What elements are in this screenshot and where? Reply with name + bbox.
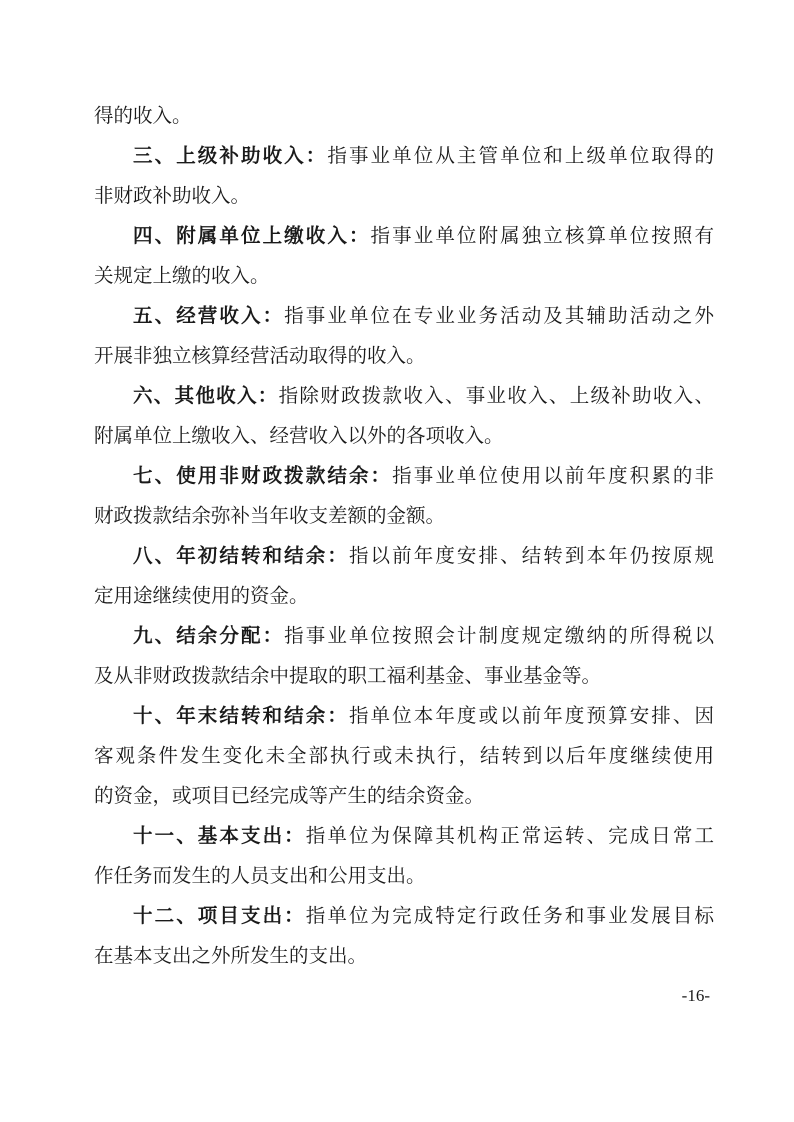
item-11-term: 十一、基本支出：	[133, 824, 306, 847]
carry-over-text: 得的收入。	[94, 104, 192, 127]
item-11-line-1	[94, 816, 714, 856]
page-number: -16-	[681, 986, 710, 1005]
item-4-line-1	[94, 216, 714, 256]
item-12-line-2: 在基本支出之外所发生的支出。	[94, 944, 368, 967]
item-9-term: 九、结余分配：	[133, 624, 285, 647]
item-10-line-2: 客观条件发生变化未全部执行或未执行，结转到以后年度继续使用	[94, 744, 714, 767]
item-12-term: 十二、项目支出：	[133, 904, 306, 927]
item-10-definition: 指单位本年度或以前年度预算安排、因	[348, 704, 714, 727]
item-9-line-2: 及从非财政拨款结余中提取的职工福利基金、事业基金等。	[94, 664, 602, 687]
item-9-definition: 指事业单位按照会计制度规定缴纳的所得税以	[284, 624, 714, 647]
item-8-line-2: 定用途继续使用的资金。	[94, 584, 309, 607]
item-6-line-1	[94, 376, 714, 416]
item-7-line-2: 财政拨款结余弥补当年收支差额的金额。	[94, 504, 446, 527]
item-11-definition: 指单位为保障其机构正常运转、完成日常工	[305, 824, 714, 847]
item-5-term: 五、经营收入：	[133, 304, 285, 327]
item-6-line-2: 附属单位上缴收入、经营收入以外的各项收入。	[94, 424, 504, 447]
item-5-definition: 指事业单位在专业业务活动及其辅助活动之外	[284, 304, 714, 327]
item-10-term: 十、年末结转和结余：	[133, 704, 349, 727]
item-7-term: 七、使用非财政拨款结余：	[133, 464, 393, 487]
item-5-line-2: 开展非独立核算经营活动取得的收入。	[94, 344, 426, 367]
item-7-definition: 指事业单位使用以前年度积累的非	[392, 464, 714, 487]
item-4-definition: 指事业单位附属独立核算单位按照有	[370, 224, 714, 247]
item-9-line-1	[94, 616, 714, 656]
item-5-line-1	[94, 296, 714, 336]
item-3-line-1	[94, 136, 714, 176]
item-4-term: 四、附属单位上缴收入：	[133, 224, 371, 247]
item-10-line-3: 的资金，或项目已经完成等产生的结余资金。	[94, 784, 485, 807]
item-3-line-2: 非财政补助收入。	[94, 184, 251, 207]
item-7-line-1	[94, 456, 714, 496]
item-10-line-1	[94, 696, 714, 736]
item-6-term: 六、其他收入：	[133, 384, 279, 407]
item-12-definition: 指单位为完成特定行政任务和事业发展目标	[305, 904, 714, 927]
item-4-line-2: 关规定上缴的收入。	[94, 264, 270, 287]
item-11-line-2: 作任务而发生的人员支出和公用支出。	[94, 864, 426, 887]
item-6-definition: 指除财政拨款收入、事业收入、上级补助收入、	[278, 384, 714, 407]
item-8-term: 八、年初结转和结余：	[133, 544, 349, 567]
item-8-line-1	[94, 536, 714, 576]
item-8-definition: 指以前年度安排、结转到本年仍按原规	[348, 544, 714, 567]
item-3-term: 三、上级补助收入：	[133, 144, 328, 167]
item-12-line-1	[94, 896, 714, 936]
item-3-definition: 指事业单位从主管单位和上级单位取得的	[327, 144, 714, 167]
